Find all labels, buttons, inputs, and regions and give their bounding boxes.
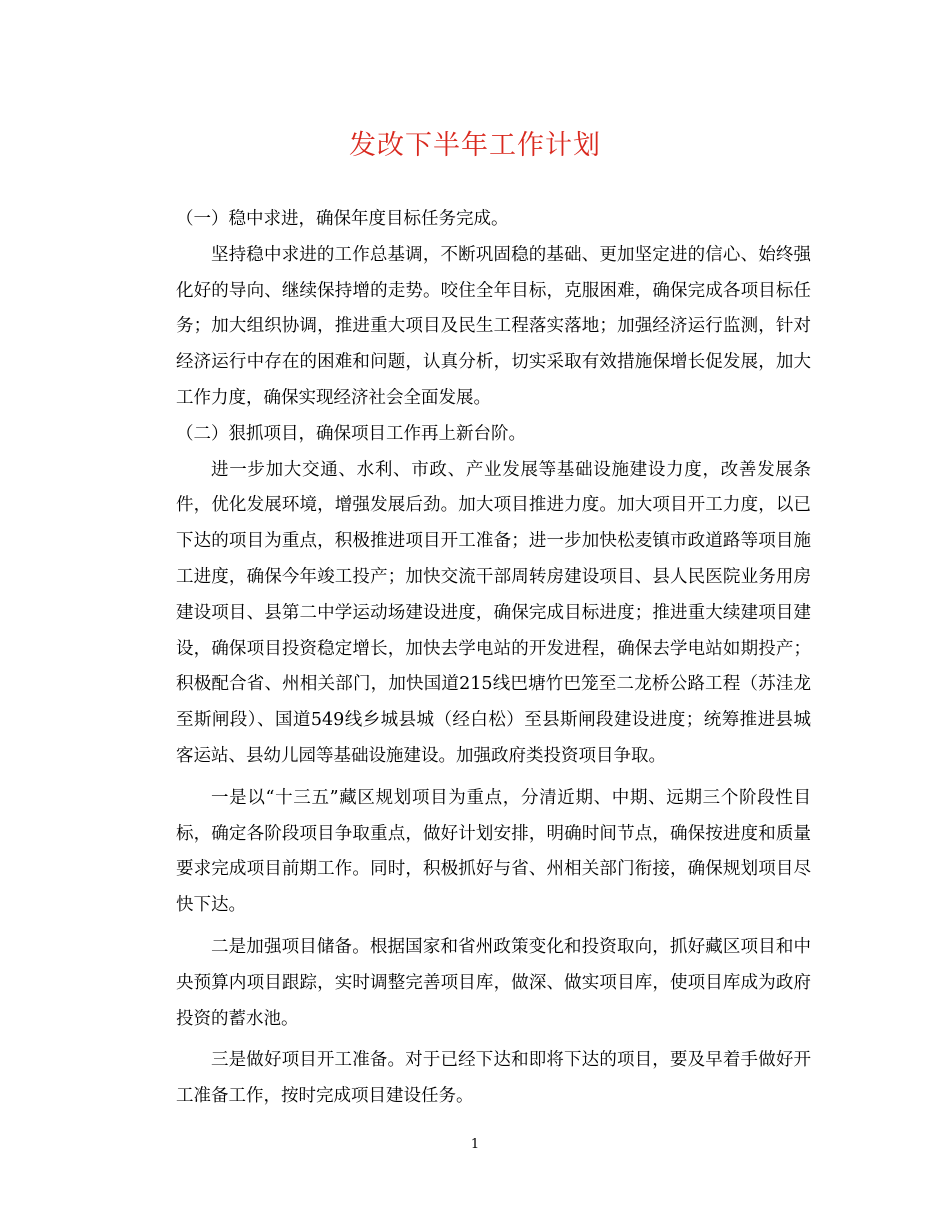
paragraph-line: 投资的蓄水池。 — [176, 1008, 299, 1029]
paragraph-line: 进一步加大交通、水利、市政、产业发展等基础设施建设力度，改善发展条 — [211, 459, 811, 480]
paragraph-line: 务；加大组织协调，推进重大项目及民生工程落实落地；加强经济运行监测，针对 — [176, 316, 811, 337]
paragraph-line: 设，确保项目投资稳定增长，加快去学电站的开发进程，确保去学电站如期投产； — [176, 638, 811, 659]
paragraph-line: 化好的导向、继续保持增的走势。咬住全年目标，克服困难，确保完成各项目标任 — [176, 280, 811, 301]
paragraph-line: 央预算内项目跟踪，实时调整完善项目库，做深、做实项目库，使项目库成为政府 — [176, 972, 811, 993]
paragraph-line: 工准备工作，按时完成项目建设任务。 — [176, 1086, 474, 1107]
paragraph-line: 工作力度，确保实现经济社会全面发展。 — [176, 387, 491, 408]
paragraph-2 — [141, 453, 811, 775]
document-title: 发改下半年工作计划 — [349, 130, 601, 161]
paragraph-line: 下达的项目为重点，积极推进项目开工准备；进一步加快松麦镇市政道路等项目施 — [176, 531, 811, 552]
paragraph-1 — [141, 238, 811, 417]
paragraph-line: 坚持稳中求进的工作总基调，不断巩固稳的基础、更加坚定进的信心、始终强 — [211, 244, 811, 265]
paragraph-line: 二是加强项目储备。根据国家和省州政策变化和投资取向，抓好藏区项目和中 — [211, 936, 811, 957]
paragraph-line: 标，确定各阶段项目争取重点，做好计划安排，明确时间节点，确保按进度和质量 — [176, 823, 811, 844]
paragraph-line: 建设项目、县第二中学运动场建设进度，确保完成目标进度；推进重大续建项目建 — [176, 602, 811, 623]
paragraph-line: 件，优化发展环境，增强发展后劲。加大项目推进力度。加大项目开工力度，以已 — [176, 495, 811, 516]
paragraph-line: 工进度，确保今年竣工投产；加快交流干部周转房建设项目、县人民医院业务用房 — [176, 566, 811, 587]
paragraph-line: 三是做好项目开工准备。对于已经下达和即将下达的项目，要及早着手做好开 — [211, 1050, 811, 1071]
section-heading-2: （二）狠抓项目，确保项目工作再上新台阶。 — [176, 423, 526, 444]
paragraph-line: 快下达。 — [176, 895, 246, 916]
paragraph-line: 积极配合省、州相关部门，加快国道215线巴塘竹巴笼至二龙桥公路工程（苏洼龙 — [176, 674, 811, 695]
paragraph-line: 要求完成项目前期工作。同时，积极抓好与省、州相关部门衔接，确保规划项目尽 — [176, 859, 811, 880]
paragraph-line: 一是以“十三五”藏区规划项目为重点，分清近期、中期、远期三个阶段性目 — [211, 787, 811, 808]
page-number: 1 — [470, 1137, 480, 1152]
paragraph-line: 经济运行中存在的困难和问题，认真分析，切实采取有效措施保增长促发展，加大 — [176, 352, 811, 373]
paragraph-5 — [141, 1043, 811, 1115]
section-heading-1: （一）稳中求进，确保年度目标任务完成。 — [176, 209, 509, 229]
paragraph-4 — [141, 930, 811, 1037]
document-body — [141, 202, 811, 1115]
paragraph-line: 客运站、县幼儿园等基础设施建设。加强政府类投资项目争取。 — [176, 745, 666, 766]
paragraph-line: 至斯闸段）、国道549线乡城县城（经白松）至县斯闸段建设进度；统筹推进县城 — [176, 710, 811, 731]
paragraph-3 — [141, 781, 811, 924]
